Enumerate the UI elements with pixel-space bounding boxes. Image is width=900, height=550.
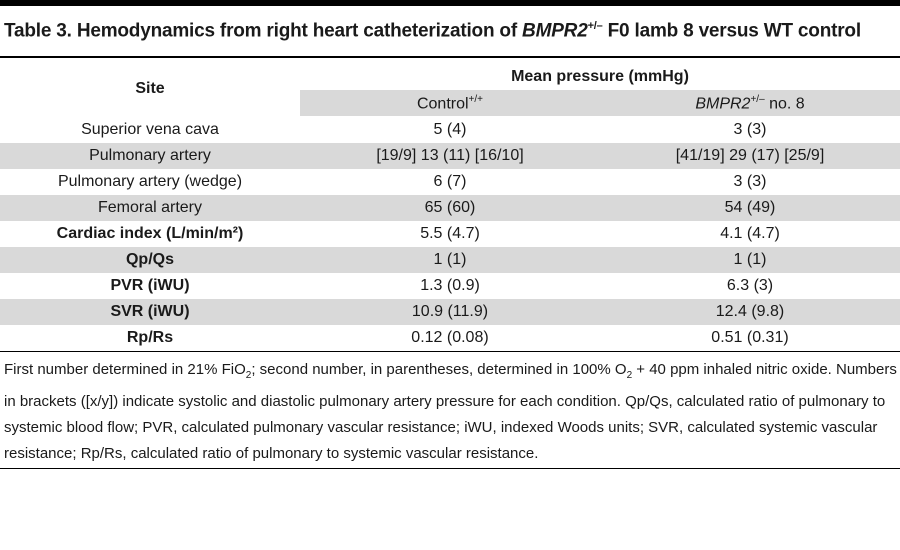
site-cell: Pulmonary artery — [89, 147, 211, 164]
table-row — [0, 195, 900, 221]
site-cell: PVR (iWU) — [110, 277, 190, 294]
control-cell: 5.5 (4.7) — [420, 225, 480, 242]
bmpr2-cell: 4.1 (4.7) — [720, 225, 780, 242]
bmpr2-genotype: +/– — [750, 94, 765, 105]
site-cell: SVR (iWU) — [110, 303, 190, 320]
bmpr2-suffix: no. 8 — [764, 95, 805, 113]
header-rule — [0, 56, 900, 58]
control-cell: 0.12 (0.08) — [411, 329, 489, 346]
table-row — [0, 325, 900, 351]
title-genotype: +/– — [587, 20, 603, 32]
site-cell: Pulmonary artery (wedge) — [57, 173, 243, 190]
footnote-sub1: 2 — [245, 370, 252, 381]
control-column-header — [300, 94, 600, 113]
site-cell: Cardiac index (L/min/m²) — [56, 225, 244, 242]
footnote-part2: ; second number, in parentheses, determined in 100% O — [251, 361, 627, 378]
bmpr2-column-header — [600, 94, 900, 113]
control-cell: [19/9] 13 (11) [16/10] — [376, 147, 524, 164]
control-cell: 65 (60) — [424, 199, 476, 216]
footnote-part3: + 40 ppm inhaled nitric oxide. Numbers in brackets ([x/y]) indicate systolic and diastolic pulmonary artery pressure for each condition. Qp/Qs, calculated ratio of pulmonary to systemic blood flow; PVR, calculated pulmonary vascular resistance; iWU, indexed Woods units; SVR, calculated systemic vascular resistance; Rp/Rs, calculated ratio of pulmonary to systemic vascular resistance. — [4, 361, 897, 462]
top-border — [0, 0, 900, 6]
bmpr2-cell: 3 (3) — [733, 121, 767, 138]
site-cell: Qp/Qs — [125, 251, 174, 268]
table-row — [0, 221, 900, 247]
site-cell: Rp/Rs — [126, 329, 174, 346]
table-row — [0, 117, 900, 143]
table-footnote — [4, 357, 898, 467]
title-gene: BMPR2 — [522, 20, 588, 42]
bmpr2-cell: 6.3 (3) — [726, 277, 774, 294]
title-prefix: Table 3. Hemodynamics from right heart catheterization of — [4, 20, 523, 42]
control-cell: 1 (1) — [433, 251, 467, 268]
site-column-header: Site — [135, 80, 165, 97]
table-row — [0, 169, 900, 195]
bmpr2-gene: BMPR2 — [695, 95, 751, 113]
table-row — [0, 247, 900, 273]
mean-pressure-header: Mean pressure (mmHg) — [511, 68, 689, 85]
table-title — [4, 20, 861, 42]
bmpr2-cell: 0.51 (0.31) — [711, 329, 789, 346]
table-body — [0, 117, 900, 351]
control-cell: 6 (7) — [433, 173, 467, 190]
footnote-sub2: 2 — [626, 370, 633, 381]
bmpr2-cell: 1 (1) — [733, 251, 767, 268]
bmpr2-cell: [41/19] 29 (17) [25/9] — [675, 147, 825, 164]
control-cell: 5 (4) — [433, 121, 467, 138]
bmpr2-cell: 12.4 (9.8) — [715, 303, 785, 320]
table-row — [0, 143, 900, 169]
footnote-part1: First number determined in 21% FiO — [4, 361, 246, 378]
site-cell: Superior vena cava — [81, 121, 219, 138]
control-cell: 1.3 (0.9) — [420, 277, 480, 294]
site-cell: Femoral artery — [97, 199, 203, 216]
control-label: Control — [416, 95, 469, 113]
control-cell: 10.9 (11.9) — [411, 303, 489, 320]
bmpr2-cell: 54 (49) — [724, 199, 776, 216]
table-bottom-rule — [0, 351, 900, 352]
control-genotype: +/+ — [468, 94, 484, 105]
bmpr2-cell: 3 (3) — [733, 173, 767, 190]
title-suffix: F0 lamb 8 versus WT control — [602, 20, 861, 42]
table-row — [0, 299, 900, 325]
table-row — [0, 273, 900, 299]
footnote-bottom-rule — [0, 468, 900, 469]
